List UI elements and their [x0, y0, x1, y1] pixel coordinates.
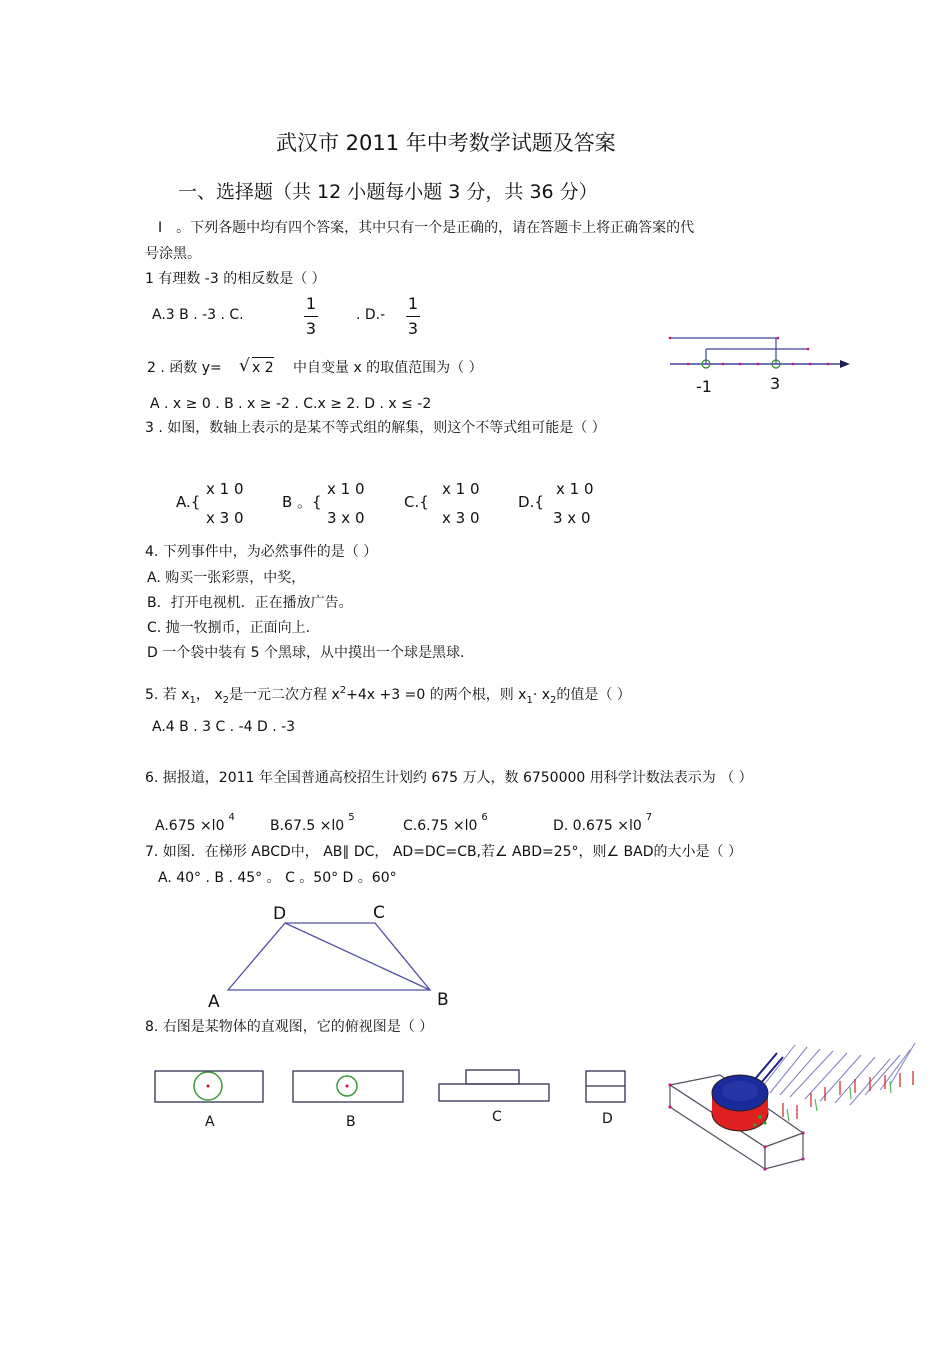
q8-label-c: C — [492, 1109, 502, 1125]
q3-option-d-label: D.{ — [518, 493, 544, 511]
q6-option-c — [403, 809, 488, 835]
intro-line-2: 号涂黑。 — [145, 246, 201, 262]
q6-option-a-text: A.675 ×l0 — [155, 818, 225, 834]
q4-stem: 4. 下列事件中，为必然事件的是（ ） — [145, 544, 378, 560]
q3-option-d-top: x 1 0 — [556, 480, 594, 498]
q6-option-c-text: C.6.75 ×l0 — [403, 818, 478, 834]
q3-option-d-bottom: 3 x 0 — [553, 509, 591, 527]
q5-stem-b: ， x — [195, 687, 223, 703]
q3-option-a-label: A.{ — [176, 493, 201, 511]
trapezoid-label-b: B — [437, 990, 449, 1010]
q6-option-d — [553, 809, 652, 835]
q5-sub-2: 2 — [222, 695, 230, 706]
q8-label-b: B — [346, 1114, 356, 1130]
q6-option-a-exp: 4 — [228, 812, 235, 823]
q3-option-c-label: C.{ — [404, 493, 429, 511]
q1-fraction-c-den: 3 — [305, 319, 317, 338]
q3-stem: 3 . 如图，数轴上表示的是某不等式组的解集，则这个不等式组可能是（ ） — [145, 420, 606, 436]
q1-fraction-d-num: 1 — [407, 294, 419, 313]
q2-radical-sign: √ — [239, 356, 250, 376]
trapezoid-label-c: C — [373, 903, 385, 923]
number-line-label-left: -1 — [696, 377, 712, 396]
top-view-option-c — [438, 1069, 552, 1103]
trapezoid-figure — [225, 918, 435, 993]
q4-option-d: D 一个袋中装有 5 个黑球，从中摸出一个球是黑球. — [147, 645, 465, 661]
q4-option-c: C. 抛一牧捌币，正面向上. — [147, 620, 311, 636]
q5-stem-f: 的值是（ ） — [556, 687, 631, 703]
q1-fraction-c-num: 1 — [305, 294, 317, 313]
q6-option-a — [155, 809, 235, 835]
top-view-option-a — [154, 1070, 266, 1104]
q1-option-d: . D.- — [356, 307, 386, 323]
q6-option-d-text: D. 0.675 ×l0 — [553, 818, 642, 834]
q3-option-b-top: x 1 0 — [327, 480, 365, 498]
q6-stem: 6. 据报道，2011 年全国普通高校招生计划约 675 万人，数 6750000 用科学计数法表示为 （ ） — [145, 770, 753, 786]
q5-sup-2: 2 — [339, 685, 347, 696]
q5-sub-3: 1 — [526, 695, 533, 706]
q5-sub-1: 1 — [189, 695, 196, 706]
q5-stem-a: 5. 若 x — [145, 687, 190, 703]
q8-stem: 8. 右图是某物体的直观图，它的俯视图是（ ） — [145, 1019, 434, 1035]
q5-stem-c: 是一元二次方程 x — [229, 687, 340, 703]
q1-options-ab: A.3 B . -3 . C. — [152, 307, 244, 323]
trapezoid-label-d: D — [273, 904, 287, 924]
3d-object-figure — [665, 1035, 920, 1175]
q6-option-b-text: B.67.5 ×l0 — [270, 818, 345, 834]
q3-option-a-bottom: x 3 0 — [206, 509, 244, 527]
q6-option-d-exp: 7 — [645, 812, 653, 823]
q1-fraction-d-den: 3 — [407, 319, 419, 338]
top-view-option-b — [292, 1070, 404, 1104]
q6-option-b — [270, 809, 355, 835]
q2-options: A . x ≥ 0 . B . x ≥ -2 . C.x ≥ 2. D . x ≤ -2 — [150, 396, 432, 412]
q5-sub-4: 2 — [550, 695, 557, 706]
q1-fraction-d — [406, 294, 420, 339]
q3-option-b-label: B 。{ — [282, 493, 322, 511]
intro-line-1: I 。下列各题中均有四个答案，其中只有一个是正确的，请在答题卡上将正确答案的代 — [158, 220, 695, 236]
q7-stem: 7. 如图．在梯形 ABCD中， AB∥ DC， AD=DC=CB,若∠ ABD=25°，则∠ BAD的大小是（ ） — [145, 844, 742, 860]
trapezoid-label-a: A — [208, 992, 220, 1012]
q5-stem-e: · x — [532, 687, 551, 703]
number-line-label-right: 3 — [770, 374, 781, 393]
q3-option-c-bottom: x 3 0 — [442, 509, 480, 527]
q1-fraction-c — [304, 294, 318, 339]
page-title: 武汉市 2011 年中考数学试题及答案 — [276, 131, 616, 155]
q6-option-b-exp: 5 — [348, 812, 355, 823]
q3-option-b-bottom: 3 x 0 — [327, 509, 365, 527]
q4-option-a: A. 购买一张彩票，中奖， — [147, 570, 306, 586]
q6-option-c-exp: 6 — [481, 812, 488, 823]
q5-options: A.4 B . 3 C . -4 D . -3 — [152, 719, 296, 735]
q3-option-a-top: x 1 0 — [206, 480, 244, 498]
q8-label-d: D — [602, 1111, 613, 1127]
q5-stem — [145, 682, 631, 710]
q3-option-c-top: x 1 0 — [442, 480, 480, 498]
q8-label-a: A — [205, 1114, 215, 1130]
section-heading: 一、选择题（共 12 小题每小题 3 分，共 36 分） — [178, 181, 598, 203]
top-view-option-d — [585, 1070, 627, 1104]
q5-stem-d: +4x +3 =0 的两个根，则 x — [346, 687, 527, 703]
q4-option-b: B．打开电视机．正在播放广告。 — [147, 595, 353, 611]
q2-stem-a: 2 . 函数 y= — [147, 360, 222, 376]
q1-stem: 1 有理数 -3 的相反数是（ ） — [145, 271, 326, 287]
q7-options: A. 40° . B . 45° 。 C 。50° D 。60° — [158, 870, 397, 886]
q2-radicand: x 2 — [252, 357, 274, 377]
q2-stem-b: 中自变量 x 的取值范围为（ ） — [293, 360, 483, 376]
